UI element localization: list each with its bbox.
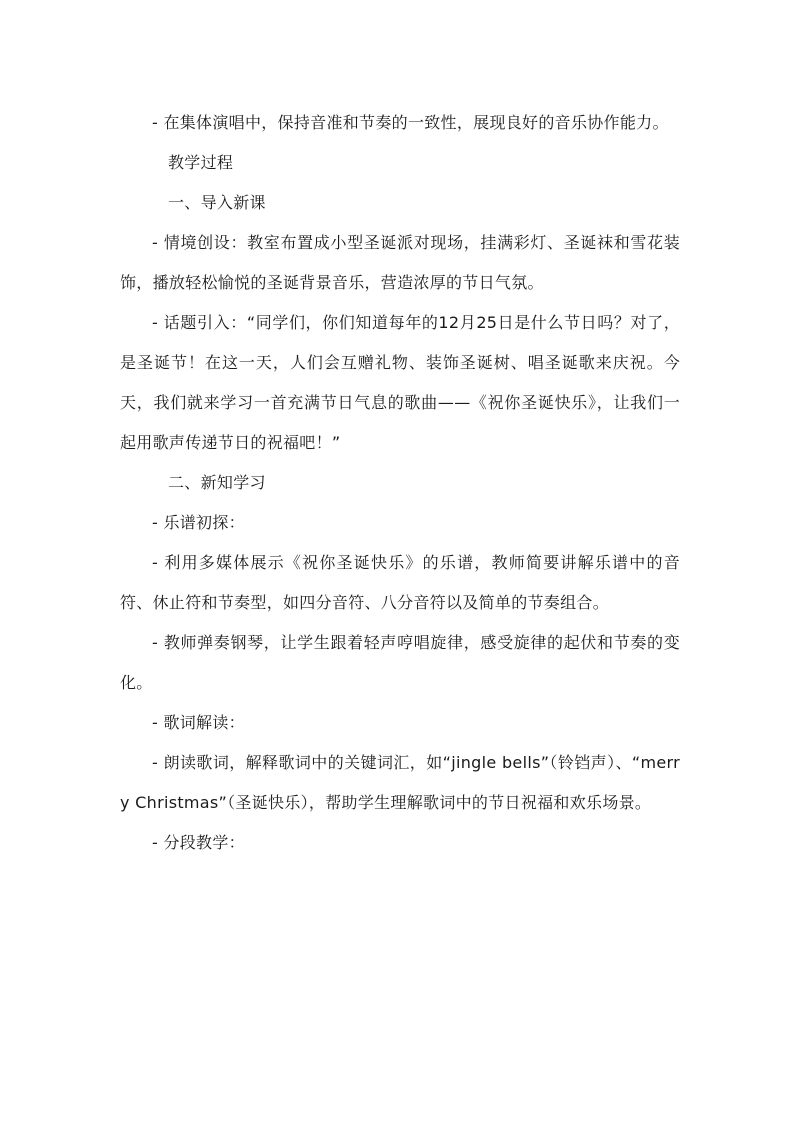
paragraph-scene-setting: - 情境创设：教室布置成小型圣诞派对现场，挂满彩灯、圣诞袜和雪花装饰，播放轻松愉悦的圣诞背景音乐，营造浓厚的节日气氛。 — [120, 233, 680, 292]
paragraph-topic-introduction: - 话题引入：“同学们，你们知道每年的12月25日是什么节日吗？对了，是圣诞节！在这一天，人们会互赠礼物、装饰圣诞树、唱圣诞歌来庆祝。今天，我们就来学习一首充满节日气息的歌曲——《祝你圣诞快乐》，让我们一起用歌声传递节日的祝福吧！” — [120, 313, 680, 452]
paragraph-score-exploration: - 乐谱初探： — [152, 513, 245, 532]
paragraph-lyrics-explanation: - 朗读歌词，解释歌词中的关键词汇，如“jingle bells”（铃铛声）、“merry Christmas”（圣诞快乐），帮助学生理解歌词中的节日祝福和欢乐场景。 — [120, 753, 680, 812]
section-heading-introduction: 一、导入新课 — [168, 193, 266, 212]
document-body — [120, 103, 680, 863]
paragraph-section-teaching: - 分段教学： — [152, 833, 245, 852]
paragraph-ensemble-goal: - 在集体演唱中，保持音准和节奏的一致性，展现良好的音乐协作能力。 — [152, 113, 669, 132]
section-title-teaching-process: 教学过程 — [168, 153, 234, 172]
section-heading-new-knowledge: 二、新知学习 — [168, 473, 266, 492]
paragraph-piano-humming: - 教师弹奏钢琴，让学生跟着轻声哼唱旋律，感受旋律的起伏和节奏的变化。 — [120, 633, 680, 692]
paragraph-score-display: - 利用多媒体展示《祝你圣诞快乐》的乐谱，教师简要讲解乐谱中的音符、休止符和节奏型，如四分音符、八分音符以及简单的节奏组合。 — [120, 553, 680, 612]
paragraph-lyrics-reading: - 歌词解读： — [152, 713, 245, 732]
